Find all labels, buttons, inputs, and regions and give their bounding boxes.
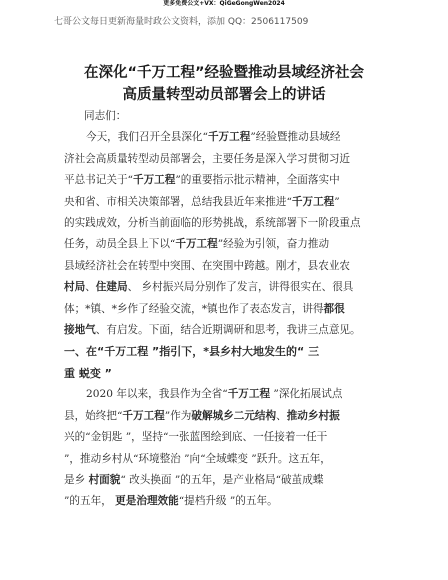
text-line: [64, 149, 386, 170]
text-line: [64, 299, 386, 320]
text-line: [64, 256, 386, 277]
bold-text: 村局: [64, 281, 86, 294]
text-line: [64, 234, 386, 255]
text-run: 县，始终把“: [64, 409, 123, 422]
text-run: 平总书记关于“: [64, 174, 133, 187]
section-heading-1: [64, 341, 386, 384]
intro-paragraph: [64, 127, 386, 341]
text-run: 央和省、市相关决策部署，总结我县近年来推进“: [64, 195, 292, 208]
text-line: [64, 127, 386, 148]
promo-banner: 更多免费公文+VX：QiGeGongWen2024: [163, 0, 285, 7]
bold-text: 千万工程: [122, 409, 165, 422]
text-line: [64, 449, 386, 470]
text-run: ”的重要指示批示精神，全面落实中: [175, 174, 340, 187]
text-run: “提档升级 ”的五年。: [178, 495, 278, 508]
text-run: ”: [334, 195, 340, 208]
bold-text: 住建局: [95, 281, 128, 294]
text-run: ”作为: [164, 409, 192, 422]
bold-text: 村面貌: [88, 473, 121, 486]
text-run: 县域经济社会在转型中突围、在突围中跨越。刚才，县农业农: [64, 259, 351, 272]
bold-text: 破解城乡二元结构: [191, 409, 277, 422]
text-line: [64, 427, 386, 448]
text-line: [64, 170, 386, 191]
text-run: ”经验为引领，奋力推动: [217, 238, 330, 251]
text-line: [64, 320, 386, 341]
section-heading-1-line-2: 重 蜕变 ”: [64, 366, 112, 380]
text-run: ”深化拓展试点: [270, 388, 343, 401]
bold-text: 推动乡村振: [286, 409, 340, 422]
text-line: [64, 277, 386, 298]
bold-text: 千万工程: [291, 195, 335, 208]
title-line-1: 在深化“千万工程”经验暨推动县域经济社会: [83, 65, 365, 81]
text-run: 2020 年以来，我县作为全省“: [86, 388, 228, 401]
text-run: 的实践成效，分析当前面临的形势挑战，系统部署下一阶段重点: [64, 217, 361, 230]
bold-text: 千万工程: [132, 174, 176, 187]
text-run: ”的五年，: [64, 495, 116, 508]
header-note: 七哥公文每日更新海量时政公文资料，添加 QQ：2506117509: [54, 17, 309, 27]
section-heading-1-line-1: 一、在“千万工程 ”指引下，*县乡村大地发生的“ 三: [64, 345, 320, 359]
text-line: [64, 491, 386, 512]
bold-text: 接地气: [64, 324, 96, 337]
text-run: 、: [276, 409, 287, 422]
document-body: [64, 106, 386, 513]
text-run: ”经验暨推动县域经: [250, 131, 341, 144]
text-run: 、: [85, 281, 96, 294]
text-line: [64, 384, 386, 405]
bold-text: 千万工程: [227, 388, 271, 401]
text-run: ”，推动乡村从“环境整治 ”向“全域蝶变 ”跃升。这五年，: [64, 452, 331, 465]
document-title: [0, 62, 448, 106]
bold-text: 都很: [323, 302, 345, 315]
text-line: [64, 470, 386, 491]
bold-text: 千万工程: [207, 131, 251, 144]
section-1-paragraph: [64, 384, 386, 512]
bold-text: 千万工程: [175, 238, 218, 251]
bold-text: 更是治理效能: [115, 495, 179, 508]
text-run: 是乡: [64, 473, 89, 486]
text-run: 兴的“金钥匙 ”，坚持“一张蓝图绘到底、一任接着一任干: [64, 431, 328, 444]
text-line: [64, 406, 386, 427]
text-run: 体；*镇、*乡作了经验交流，*镇也作了表态发言，讲得: [64, 302, 324, 315]
title-line-2: 高质量转型动员部署会上的讲话: [122, 87, 326, 103]
text-line: [64, 192, 386, 213]
text-run: 、 乡村振兴局分别作了发言，讲得很实在、很具: [127, 281, 354, 294]
text-run: “ 改头换面 ”的五年，是产业格局“破茧成蝶: [120, 473, 324, 486]
greeting: 同志们：: [84, 110, 127, 122]
text-run: 、有启发。下面，结合近期调研和思考，我讲三点意见。: [95, 324, 361, 337]
text-run: 任务，动员全县上下以“: [64, 238, 176, 251]
text-run: 济社会高质量转型动员部署会，主要任务是深入学习贯彻习近: [64, 152, 351, 165]
text-run: 今天，我们召开全县深化“: [86, 131, 208, 144]
text-line: [64, 213, 386, 234]
